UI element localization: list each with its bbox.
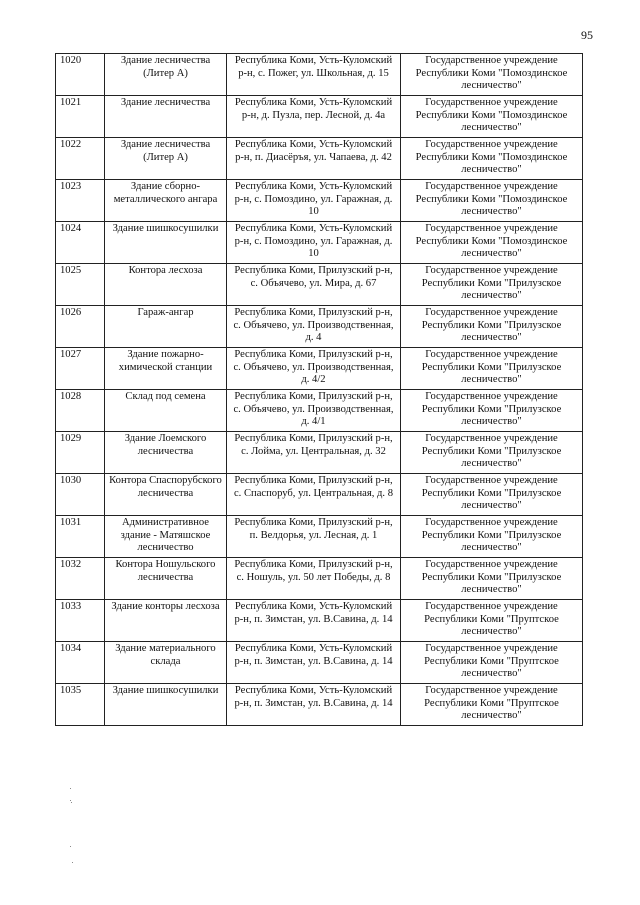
table-row <box>56 600 583 642</box>
row-number: 1033 <box>56 600 105 642</box>
object-address: Республика Коми, Прилузский р-н, с. Спаспоруб, ул. Центральная, д. 8 <box>227 474 401 516</box>
object-name: Административное здание - Матяшское лесничество <box>105 516 227 558</box>
object-address: Республика Коми, Усть-Куломский р-н, п. Зимстан, ул. В.Савина, д. 14 <box>227 684 401 726</box>
row-number: 1034 <box>56 642 105 684</box>
table-row <box>56 516 583 558</box>
object-name: Здание конторы лесхоза <box>105 600 227 642</box>
row-number: 1030 <box>56 474 105 516</box>
row-number: 1031 <box>56 516 105 558</box>
row-number: 1035 <box>56 684 105 726</box>
object-address: Республика Коми, Прилузский р-н, с. Ношуль, ул. 50 лет Победы, д. 8 <box>227 558 401 600</box>
table-row <box>56 180 583 222</box>
object-address: Республика Коми, Прилузский р-н, с. Объячево, ул. Производственная, д. 4/1 <box>227 390 401 432</box>
row-number: 1021 <box>56 96 105 138</box>
holder-organization: Государственное учреждение Республики Коми "Прилузское лесничество" <box>401 390 583 432</box>
table-row <box>56 348 583 390</box>
property-table <box>55 53 583 726</box>
holder-organization: Государственное учреждение Республики Коми "Прилузское лесничество" <box>401 474 583 516</box>
row-number: 1027 <box>56 348 105 390</box>
object-address: Республика Коми, Усть-Куломский р-н, с. Пожег, ул. Школьная, д. 15 <box>227 54 401 96</box>
object-address: Республика Коми, Прилузский р-н, с. Объячево, ул. Мира, д. 67 <box>227 264 401 306</box>
holder-organization: Государственное учреждение Республики Коми "Помоздинское лесничество" <box>401 138 583 180</box>
table-row <box>56 684 583 726</box>
object-name: Здание шишкосушилки <box>105 222 227 264</box>
table-row <box>56 306 583 348</box>
object-address: Республика Коми, Усть-Куломский р-н, п. Зимстан, ул. В.Савина, д. 14 <box>227 600 401 642</box>
row-number: 1020 <box>56 54 105 96</box>
table-row <box>56 138 583 180</box>
row-number: 1025 <box>56 264 105 306</box>
table-row <box>56 54 583 96</box>
object-name: Здание шишкосушилки <box>105 684 227 726</box>
holder-organization: Государственное учреждение Республики Коми "Прилузское лесничество" <box>401 264 583 306</box>
object-name: Здание сборно-металлического ангара <box>105 180 227 222</box>
object-name: Здание лесничества (Литер А) <box>105 54 227 96</box>
row-number: 1026 <box>56 306 105 348</box>
object-name: Контора лесхоза <box>105 264 227 306</box>
object-name: Здание пожарно-химической станции <box>105 348 227 390</box>
object-name: Здание лесничества <box>105 96 227 138</box>
object-name: Контора Ношульского лесничества <box>105 558 227 600</box>
object-address: Республика Коми, Прилузский р-н, с. Лойма, ул. Центральная, д. 32 <box>227 432 401 474</box>
holder-organization: Государственное учреждение Республики Коми "Помоздинское лесничество" <box>401 222 583 264</box>
holder-organization: Государственное учреждение Республики Коми "Прилузское лесничество" <box>401 558 583 600</box>
object-name: Контора Спаспорубского лесничества <box>105 474 227 516</box>
holder-organization: Государственное учреждение Республики Коми "Прилузское лесничество" <box>401 306 583 348</box>
row-number: 1024 <box>56 222 105 264</box>
object-address: Республика Коми, Прилузский р-н, с. Объячево, ул. Производственная, д. 4/2 <box>227 348 401 390</box>
holder-organization: Государственное учреждение Республики Коми "Помоздинское лесничество" <box>401 54 583 96</box>
object-name: Склад под семена <box>105 390 227 432</box>
object-address: Республика Коми, Усть-Куломский р-н, с. Помоздино, ул. Гаражная, д. 10 <box>227 180 401 222</box>
table-row <box>56 264 583 306</box>
object-name: Здание материального склада <box>105 642 227 684</box>
row-number: 1022 <box>56 138 105 180</box>
scan-noise <box>70 788 73 868</box>
object-address: Республика Коми, Усть-Куломский р-н, д. Пузла, пер. Лесной, д. 4а <box>227 96 401 138</box>
holder-organization: Государственное учреждение Республики Коми "Пруптское лесничество" <box>401 642 583 684</box>
object-name: Здание лесничества (Литер А) <box>105 138 227 180</box>
holder-organization: Государственное учреждение Республики Коми "Прилузское лесничество" <box>401 432 583 474</box>
holder-organization: Государственное учреждение Республики Коми "Прилузское лесничество" <box>401 516 583 558</box>
row-number: 1032 <box>56 558 105 600</box>
object-name: Здание Лоемского лесничества <box>105 432 227 474</box>
row-number: 1029 <box>56 432 105 474</box>
table-row <box>56 558 583 600</box>
table-row <box>56 390 583 432</box>
object-address: Республика Коми, Усть-Куломский р-н, с. Помоздино, ул. Гаражная, д. 10 <box>227 222 401 264</box>
holder-organization: Государственное учреждение Республики Коми "Помоздинское лесничество" <box>401 180 583 222</box>
row-number: 1023 <box>56 180 105 222</box>
page-number: 95 <box>581 28 593 42</box>
holder-organization: Государственное учреждение Республики Коми "Помоздинское лесничество" <box>401 96 583 138</box>
row-number: 1028 <box>56 390 105 432</box>
holder-organization: Государственное учреждение Республики Коми "Прилузское лесничество" <box>401 348 583 390</box>
table-row <box>56 222 583 264</box>
table-row <box>56 474 583 516</box>
object-address: Республика Коми, Прилузский р-н, п. Велдорья, ул. Лесная, д. 1 <box>227 516 401 558</box>
table-row <box>56 96 583 138</box>
object-address: Республика Коми, Усть-Куломский р-н, п. Диасёръя, ул. Чапаева, д. 42 <box>227 138 401 180</box>
table-row <box>56 642 583 684</box>
holder-organization: Государственное учреждение Республики Коми "Пруптское лесничество" <box>401 600 583 642</box>
object-name: Гараж-ангар <box>105 306 227 348</box>
object-address: Республика Коми, Прилузский р-н, с. Объячево, ул. Производственная, д. 4 <box>227 306 401 348</box>
object-address: Республика Коми, Усть-Куломский р-н, п. Зимстан, ул. В.Савина, д. 14 <box>227 642 401 684</box>
holder-organization: Государственное учреждение Республики Коми "Пруптское лесничество" <box>401 684 583 726</box>
table-row <box>56 432 583 474</box>
